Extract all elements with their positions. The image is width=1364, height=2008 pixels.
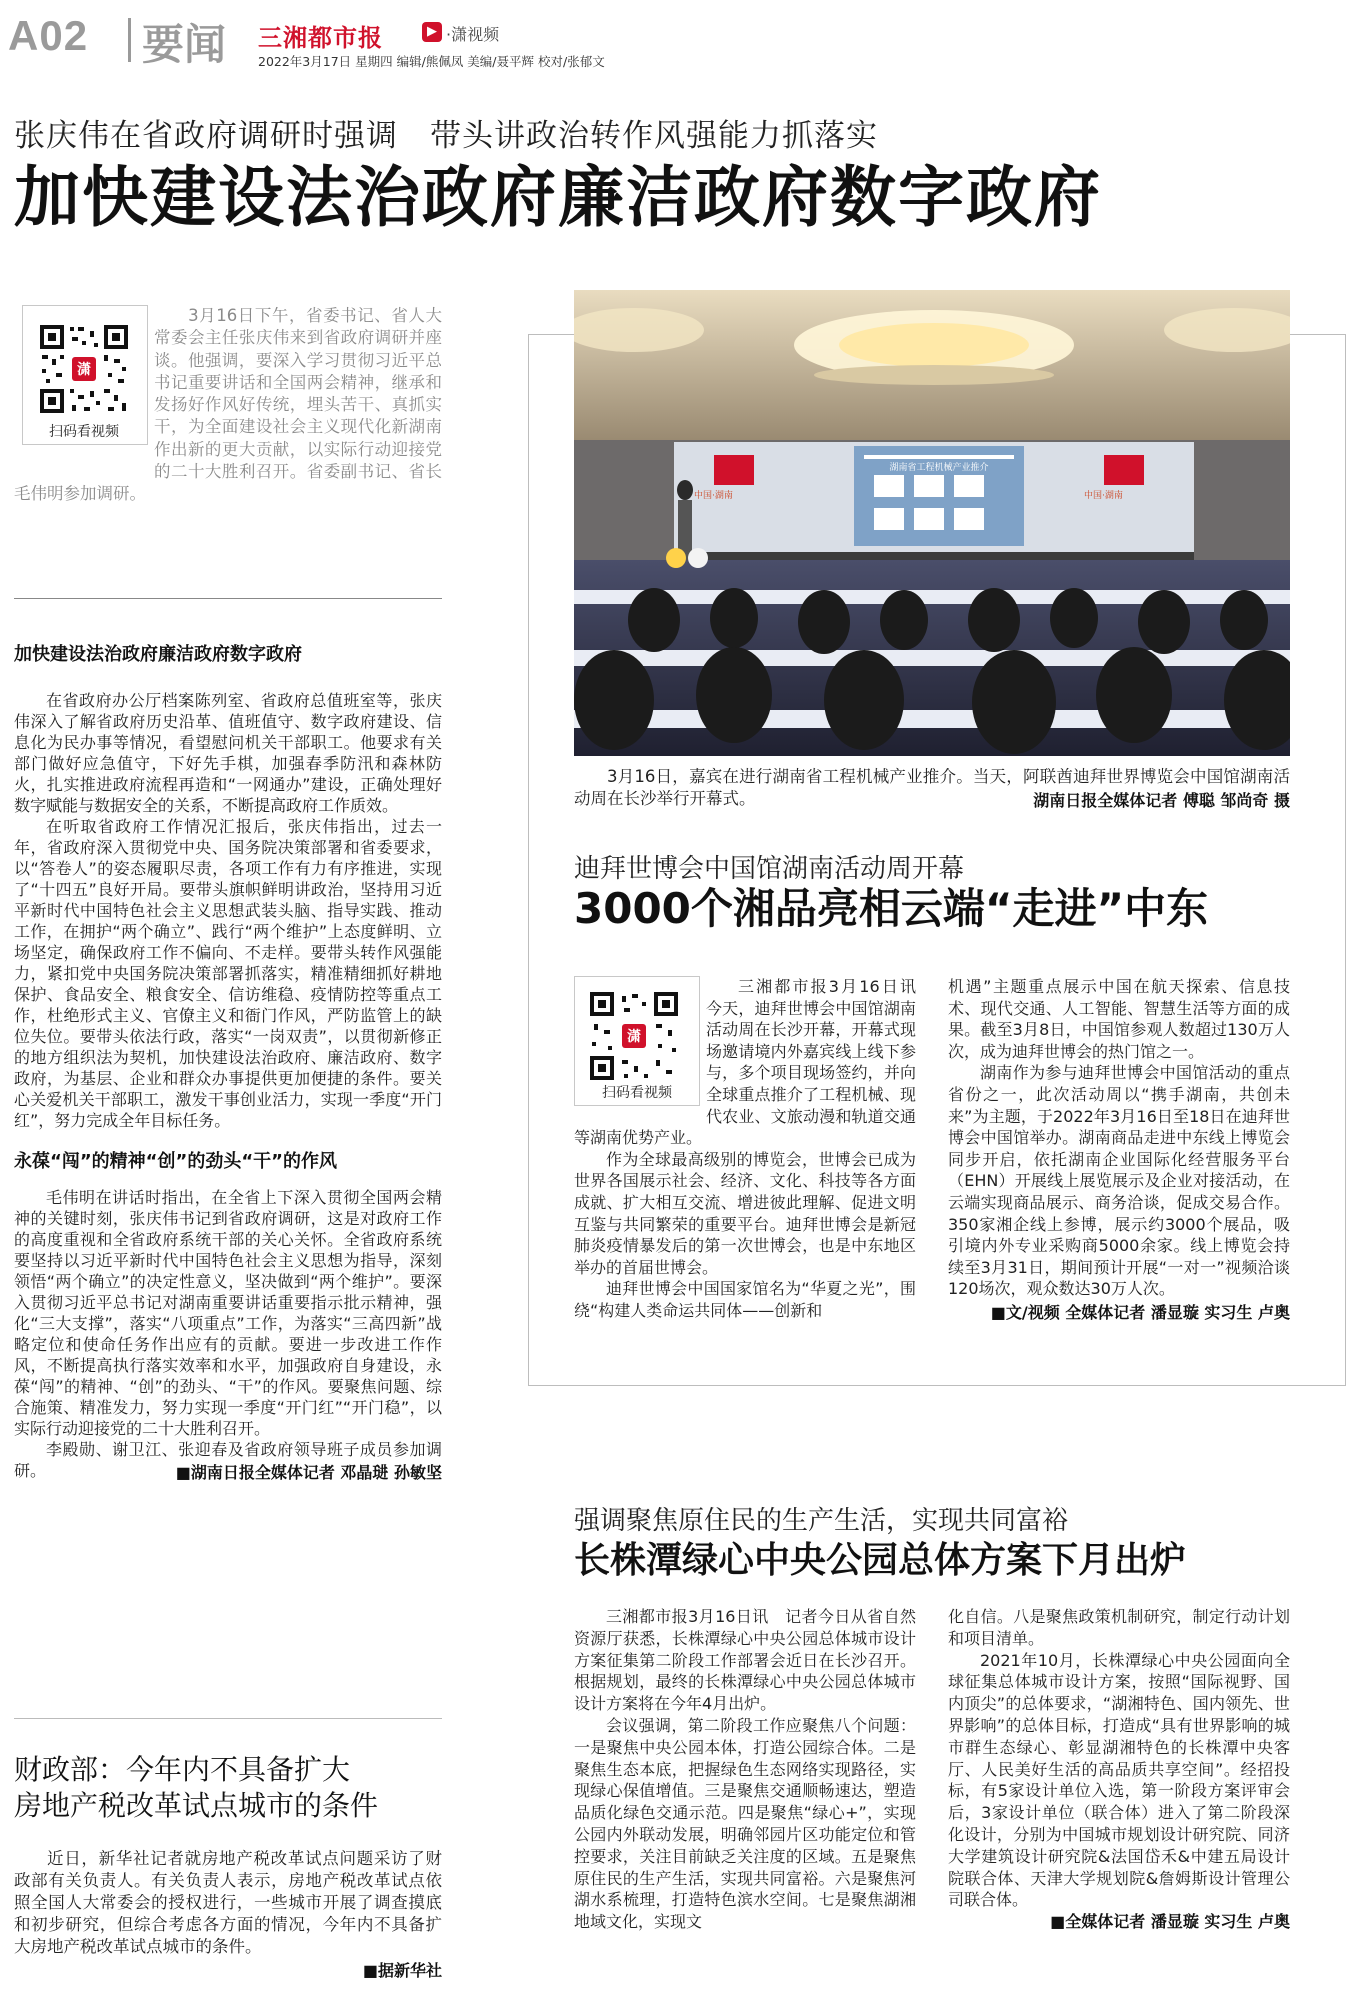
- expo-kicker: 迪拜世博会中国馆湖南活动周开幕: [574, 854, 965, 884]
- expo-photo: [574, 290, 1290, 756]
- expo-col1-para-2: 作为全球最高级别的博览会，世博会已成为世界各国展示社会、经济、文化、科技等各方面成就、扩大相互交流、增进彼此理解、促进文明互鉴与共同繁荣的重要平台。迪拜世博会是新冠肺炎疫情暴发后的第一次世博会，也是中东地区举办的首届世博会。: [574, 1149, 916, 1277]
- tax-headline-line-2: 房地产税改革试点城市的条件: [14, 1789, 379, 1822]
- divider-tax: [14, 1718, 442, 1719]
- divider-lead: [14, 598, 442, 599]
- section-name: 要闻: [142, 20, 227, 69]
- summary-text-top: [14, 305, 442, 575]
- tax-byline: ■据新华社: [362, 1961, 442, 1980]
- expo-col1-para-1: [574, 976, 933, 1149]
- expo-col1-para-3: 迪拜世博会中国国家馆名为“华夏之光”，围绕“构建人类命运共同体——创新和: [574, 1279, 916, 1320]
- tax-headline-line-1: 财政部：今年内不具备扩大: [14, 1753, 351, 1786]
- tax-headline: [14, 1752, 454, 1824]
- park-byline: ■全媒体记者 潘显璇 实习生 卢奥: [1050, 1912, 1290, 1932]
- screen-text-left: 中国·湖南: [694, 491, 733, 501]
- summary-qr-spacer: [14, 305, 154, 481]
- tax-body: [14, 1848, 442, 1958]
- park-col2-para-1: 化自信。八是聚焦政策机制研究，制定行动计划和项目清单。: [948, 1607, 1290, 1648]
- lead-paragraph-3: 毛伟明在讲话时指出，在全省上下深入贯彻全国两会精神的关键时刻，张庆伟书记到省政府调研，这是对政府工作的高度重视和全省政府系统干部的关心关怀。全省政府系统要坚持以习近平新时代中国特色社会主义思想为指导，深刻领悟“两个确立”的决定性意义，坚决做到“两个维护”。要深入贯彻习近平总书记对湖南重要讲话重要指示批示精神，强化“三大支撑”，落实“八项重点”工作，为落实“三高四新”战略定位和使命任务作出应有的贡献。要进一步改进工作作风，不断提高执行落实效率和水平，加强政府自身建设，永葆“闯”的精神、“创”的劲头、“干”的作风。要聚焦问题、综合施策、精准发力，努力实现一季度“开门红”“开门稳”，以实际行动迎接党的二十大胜利召开。: [14, 1188, 442, 1438]
- svg-text:潇: 潇: [77, 362, 91, 378]
- expo-byline: ■文/视频 全媒体记者 潘显璇 实习生 卢奥: [990, 1302, 1290, 1322]
- video-brand-icon: ▶: [422, 22, 442, 42]
- expo-qr-spacer: [574, 976, 706, 1126]
- lead-paragraph-4: 李殿勋、谢卫江、张迎春及省政府领导班子成员参加调研。: [14, 1440, 442, 1480]
- expo-column-2: [948, 976, 1290, 1324]
- park-col1-para-2: 会议强调，第二阶段工作应聚焦八个问题：一是聚焦中央公园本体，打造公园综合体。二是聚焦生态本底，把握绿色生态网络实现路径，实现绿心保值增值。三是聚焦交通顺畅速达，塑造品质化绿色交通示范。四是聚焦“绿心+”，实现公园内外联动发展，明确邻园片区功能定位和管控要求，关注目前缺乏关注度的区域。五是聚焦原住民的生产生活，实现共同富裕。六是聚焦河湖水系梳理，打造特色滨水空间。七是聚焦湖湘地域文化，实现文: [574, 1715, 916, 1932]
- park-col1-para-1: 三湘都市报3月16日讯 记者今日从省自然资源厅获悉，长株潭绿心中央公园总体城市设计方案征集第二阶段工作部署会近日在长沙召开。根据规划，最终的长株潭绿心中央公园总体城市设计方案将在今年4月出炉。: [574, 1607, 916, 1714]
- expo-col1-text: 三湘都市报3月16日讯 今天，迪拜世博会中国馆湖南活动周在长沙开幕，开幕式现场邀请境内外嘉宾线上线下参与，多个项目现场签约，并向全球重点推介了工程机械、现代农业、文旅动漫和轨道交通等湖南优势产业。: [574, 977, 933, 1148]
- photo-caption-text: 3月16日，嘉宾在进行湖南省工程机械产业推介。当天，阿联酋迪拜世界博览会中国馆湖南活动周在长沙举行开幕式。: [574, 767, 1290, 808]
- expo-headline: 3000个湘品亮相云端“走进”中东: [574, 884, 1209, 933]
- lead-headline: 加快建设法治政府廉洁政府数字政府: [14, 159, 1102, 236]
- paper-logo: 三湘都市报: [258, 24, 383, 52]
- svg-text:潇: 潇: [627, 1029, 641, 1045]
- park-col2-para-2: 2021年10月，长株潭绿心中央公园面向全球征集总体城市设计方案，按照“国际视野、国内顶尖”的总体要求，“湖湘特色、国内领先、世界影响”的总体目标，打造成“具有世界影响的城市群生态绿心、彰显湖湘特色的长株潭中央客厅、人民美好生活的高品质共享空间”。经招投标，有5家设计单位入选，第一阶段方案评审会后，3家设计单位（联合体）进入了第二阶段深化设计，分别为中国城市规划设计研究院、同济大学建筑设计研究院&法国岱禾&中建五局设计院联合体、天津大学规划院&詹姆斯设计管理公司联合体。: [948, 1650, 1290, 1910]
- lead-paragraph-1: 在省政府办公厅档案陈列室、省政府总值班室等，张庆伟深入了解省政府历史沿革、值班值守、数字政府建设、信息化为民办事等情况，看望慰问机关干部职工。他要求有关部门做好应急值守，下好先手棋，加强春季防汛和森林防火，扎实推进政府流程再造和“一网通办”建设，正确处理好数字赋能与数据安全的关系，不断提高政府工作质效。: [14, 691, 442, 815]
- screen-text-center: 湖南省工程机械产业推介: [889, 463, 989, 473]
- lead-byline: ■湖南日报全媒体记者 邓晶琎 孙敏坚: [175, 1463, 442, 1482]
- park-headline: 长株潭绿心中央公园总体方案下月出炉: [574, 1540, 1187, 1581]
- lead-paragraph-2: 在听取省政府工作情况汇报后，张庆伟指出，过去一年，省政府深入贯彻党中央、国务院决策部署和省委要求，以“答卷人”的姿态履职尽责，各项工作有力有序推进，实现了“十四五”良好开局。要带头旗帜鲜明讲政治，坚持用习近平新时代中国特色社会主义思想武装头脑、指导实践、推动工作，在拥护“两个确立”、践行“两个维护”上态度鲜明、立场坚定，确保政府工作不偏向、不走样。要带头转作风强能力，紧扣党中央国务院决策部署抓落实，精准精细抓好耕地保护、食品安全、粮食安全、信访维稳、疫情防控等重点工作，杜绝形式主义、官僚主义和衙门作风，严防监管上的缺位失位。要带头依法行政，落实“一岗双责”，以贯彻新修正的地方组织法为契机，加快建设法治政府、廉洁政府、数字政府，为基层、企业和群众办事提供更加便捷的条件。要关心关爱机关干部职工，激发干事创业活力，实现一季度“开门红”，努力完成全年目标任务。: [14, 817, 442, 1130]
- summary-box: [14, 305, 442, 597]
- park-column-1: [574, 1606, 916, 1933]
- expo-col2-para-2: 湖南作为参与迪拜世博会中国馆活动的重点省份之一，此次活动周以“携手湖南，共创未来”为主题，于2022年3月16日至18日在迪拜世博会中国馆举办。湖南商品走进中东线上博览会同步开启，依托湖南企业国际化经营服务平台（EHN）开展线上展览展示及企业对接活动，在云端实现商品展示、商务洽谈，促成交易合作。350家湘企线上参博，展示约3000个展品，吸引境内外专业采购商5000余家。线上博览会持续至3月31日，期间预计开展“一对一”视频洽谈120场次，观众数达30万人次。: [948, 1063, 1290, 1299]
- video-brand: ·潇视频: [446, 25, 500, 44]
- page-number: A02: [8, 12, 89, 59]
- expo-qr-label: 扫码看视频: [602, 1085, 672, 1101]
- section-title-2: 永葆“闯”的精神“创”的劲头“干”的作风: [14, 1151, 337, 1172]
- screen-text-right: 中国·湖南: [1084, 491, 1123, 501]
- header-meta: 2022年3月17日 星期四 编辑/熊佩凤 美编/聂平辉 校对/张郁文: [258, 54, 605, 69]
- photo-credit: 湖南日报全媒体记者 傅聪 邹尚奇 摄: [1033, 791, 1290, 810]
- expo-col2-para-1: 机遇”主题重点展示中国在航天探索、信息技术、现代交通、人工智能、智慧生活等方面的成果。截至3月8日，中国馆参观人数超过130万人次，成为迪拜世博会的热门馆之一。: [948, 977, 1290, 1061]
- tax-paragraph: 近日，新华社记者就房地产税改革试点问题采访了财政部有关负责人。有关负责人表示，房地产税改革试点依照全国人大常委会的授权进行，一些城市开展了调查摸底和初步研究，但综合考虑各方面的情况，今年内不具备扩大房地产税改革试点城市的条件。: [14, 1849, 442, 1956]
- park-column-2: [948, 1606, 1290, 1933]
- section-title-1: 加快建设法治政府廉洁政府数字政府: [14, 644, 302, 665]
- summary-text: 3月16日下午，省委书记、省人大常委会主任张庆伟来到省政府调研并座谈。他强调，要深入学习贯彻习近平总书记重要讲话和全国两会精神，继承和发扬好作风好传统，埋头苦干、真抓实干，为全面建设社会主义现代化新湖南作出新的更大贡献，以实际行动迎接党的二十大胜利召开。省委副书记、省长毛伟明参加调研。: [14, 306, 442, 504]
- expo-column-1: [574, 976, 933, 1322]
- lead-body: [14, 690, 442, 1483]
- header-divider: [128, 18, 131, 62]
- qr-label: 扫码看视频: [49, 424, 119, 440]
- park-kicker: 强调聚焦原住民的生产生活，实现共同富裕: [574, 1506, 1069, 1536]
- lead-kicker: 张庆伟在省政府调研时强调 带头讲政治转作风强能力抓落实: [14, 118, 878, 154]
